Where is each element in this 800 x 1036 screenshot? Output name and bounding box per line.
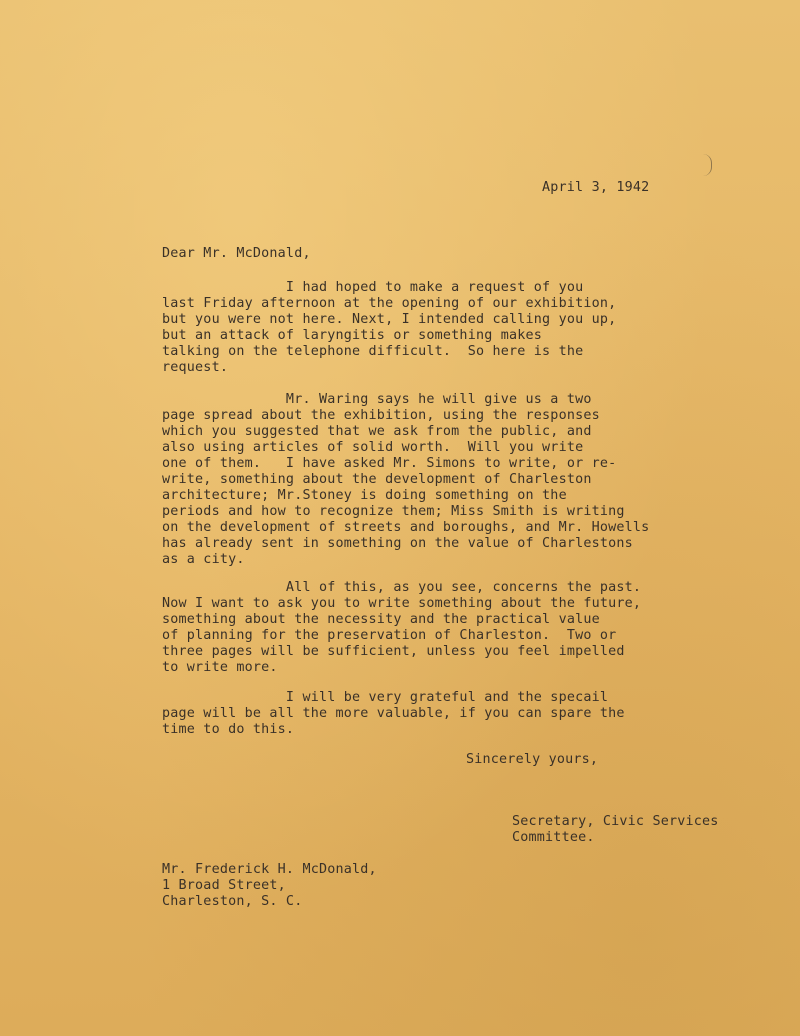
body-line: write, something about the development of Charleston (162, 472, 592, 487)
address-line: Mr. Frederick H. McDonald, (162, 862, 377, 877)
body-line: Mr. Waring says he will give us a two (162, 392, 592, 407)
body-line: periods and how to recognize them; Miss Smith is writing (162, 504, 625, 519)
body-line: three pages will be sufficient, unless you feel impelled (162, 644, 625, 659)
signature-line: Committee. (512, 830, 595, 845)
signature-line: Secretary, Civic Services (512, 814, 719, 829)
body-line: I had hoped to make a request of you (162, 280, 584, 295)
closing: Sincerely yours, (466, 752, 599, 767)
address-line: 1 Broad Street, (162, 878, 286, 893)
body-line: I will be very grateful and the specail (162, 690, 609, 705)
salutation: Dear Mr. McDonald, (162, 246, 311, 261)
body-line: time to do this. (162, 722, 295, 737)
body-line: All of this, as you see, concerns the past. (162, 580, 642, 595)
body-line: but an attack of laryngitis or something makes (162, 328, 543, 343)
body-line: of planning for the preservation of Charleston. Two or (162, 628, 617, 643)
body-line: request. (162, 360, 229, 375)
body-line: architecture; Mr.Stoney is doing something on the (162, 488, 567, 503)
body-line: Now I want to ask you to write something about the future, (162, 596, 642, 611)
body-line: one of them. I have asked Mr. Simons to write, or re- (162, 456, 617, 471)
body-line: last Friday afternoon at the opening of our exhibition, (162, 296, 617, 311)
body-line: page will be all the more valuable, if you can spare the (162, 706, 625, 721)
body-line: to write more. (162, 660, 278, 675)
body-line: has already sent in something on the value of Charlestons (162, 536, 633, 551)
body-line: page spread about the exhibition, using the responses (162, 408, 600, 423)
body-line: also using articles of solid worth. Will you write (162, 440, 584, 455)
body-line: as a city. (162, 552, 245, 567)
body-line: which you suggested that we ask from the public, and (162, 424, 592, 439)
body-line: but you were not here. Next, I intended calling you up, (162, 312, 617, 327)
body-line: talking on the telephone difficult. So here is the (162, 344, 584, 359)
address-line: Charleston, S. C. (162, 894, 303, 909)
body-line: something about the necessity and the practical value (162, 612, 600, 627)
body-line: on the development of streets and boroughs, and Mr. Howells (162, 520, 650, 535)
pencil-mark (703, 154, 712, 176)
letter-date: April 3, 1942 (542, 180, 650, 195)
